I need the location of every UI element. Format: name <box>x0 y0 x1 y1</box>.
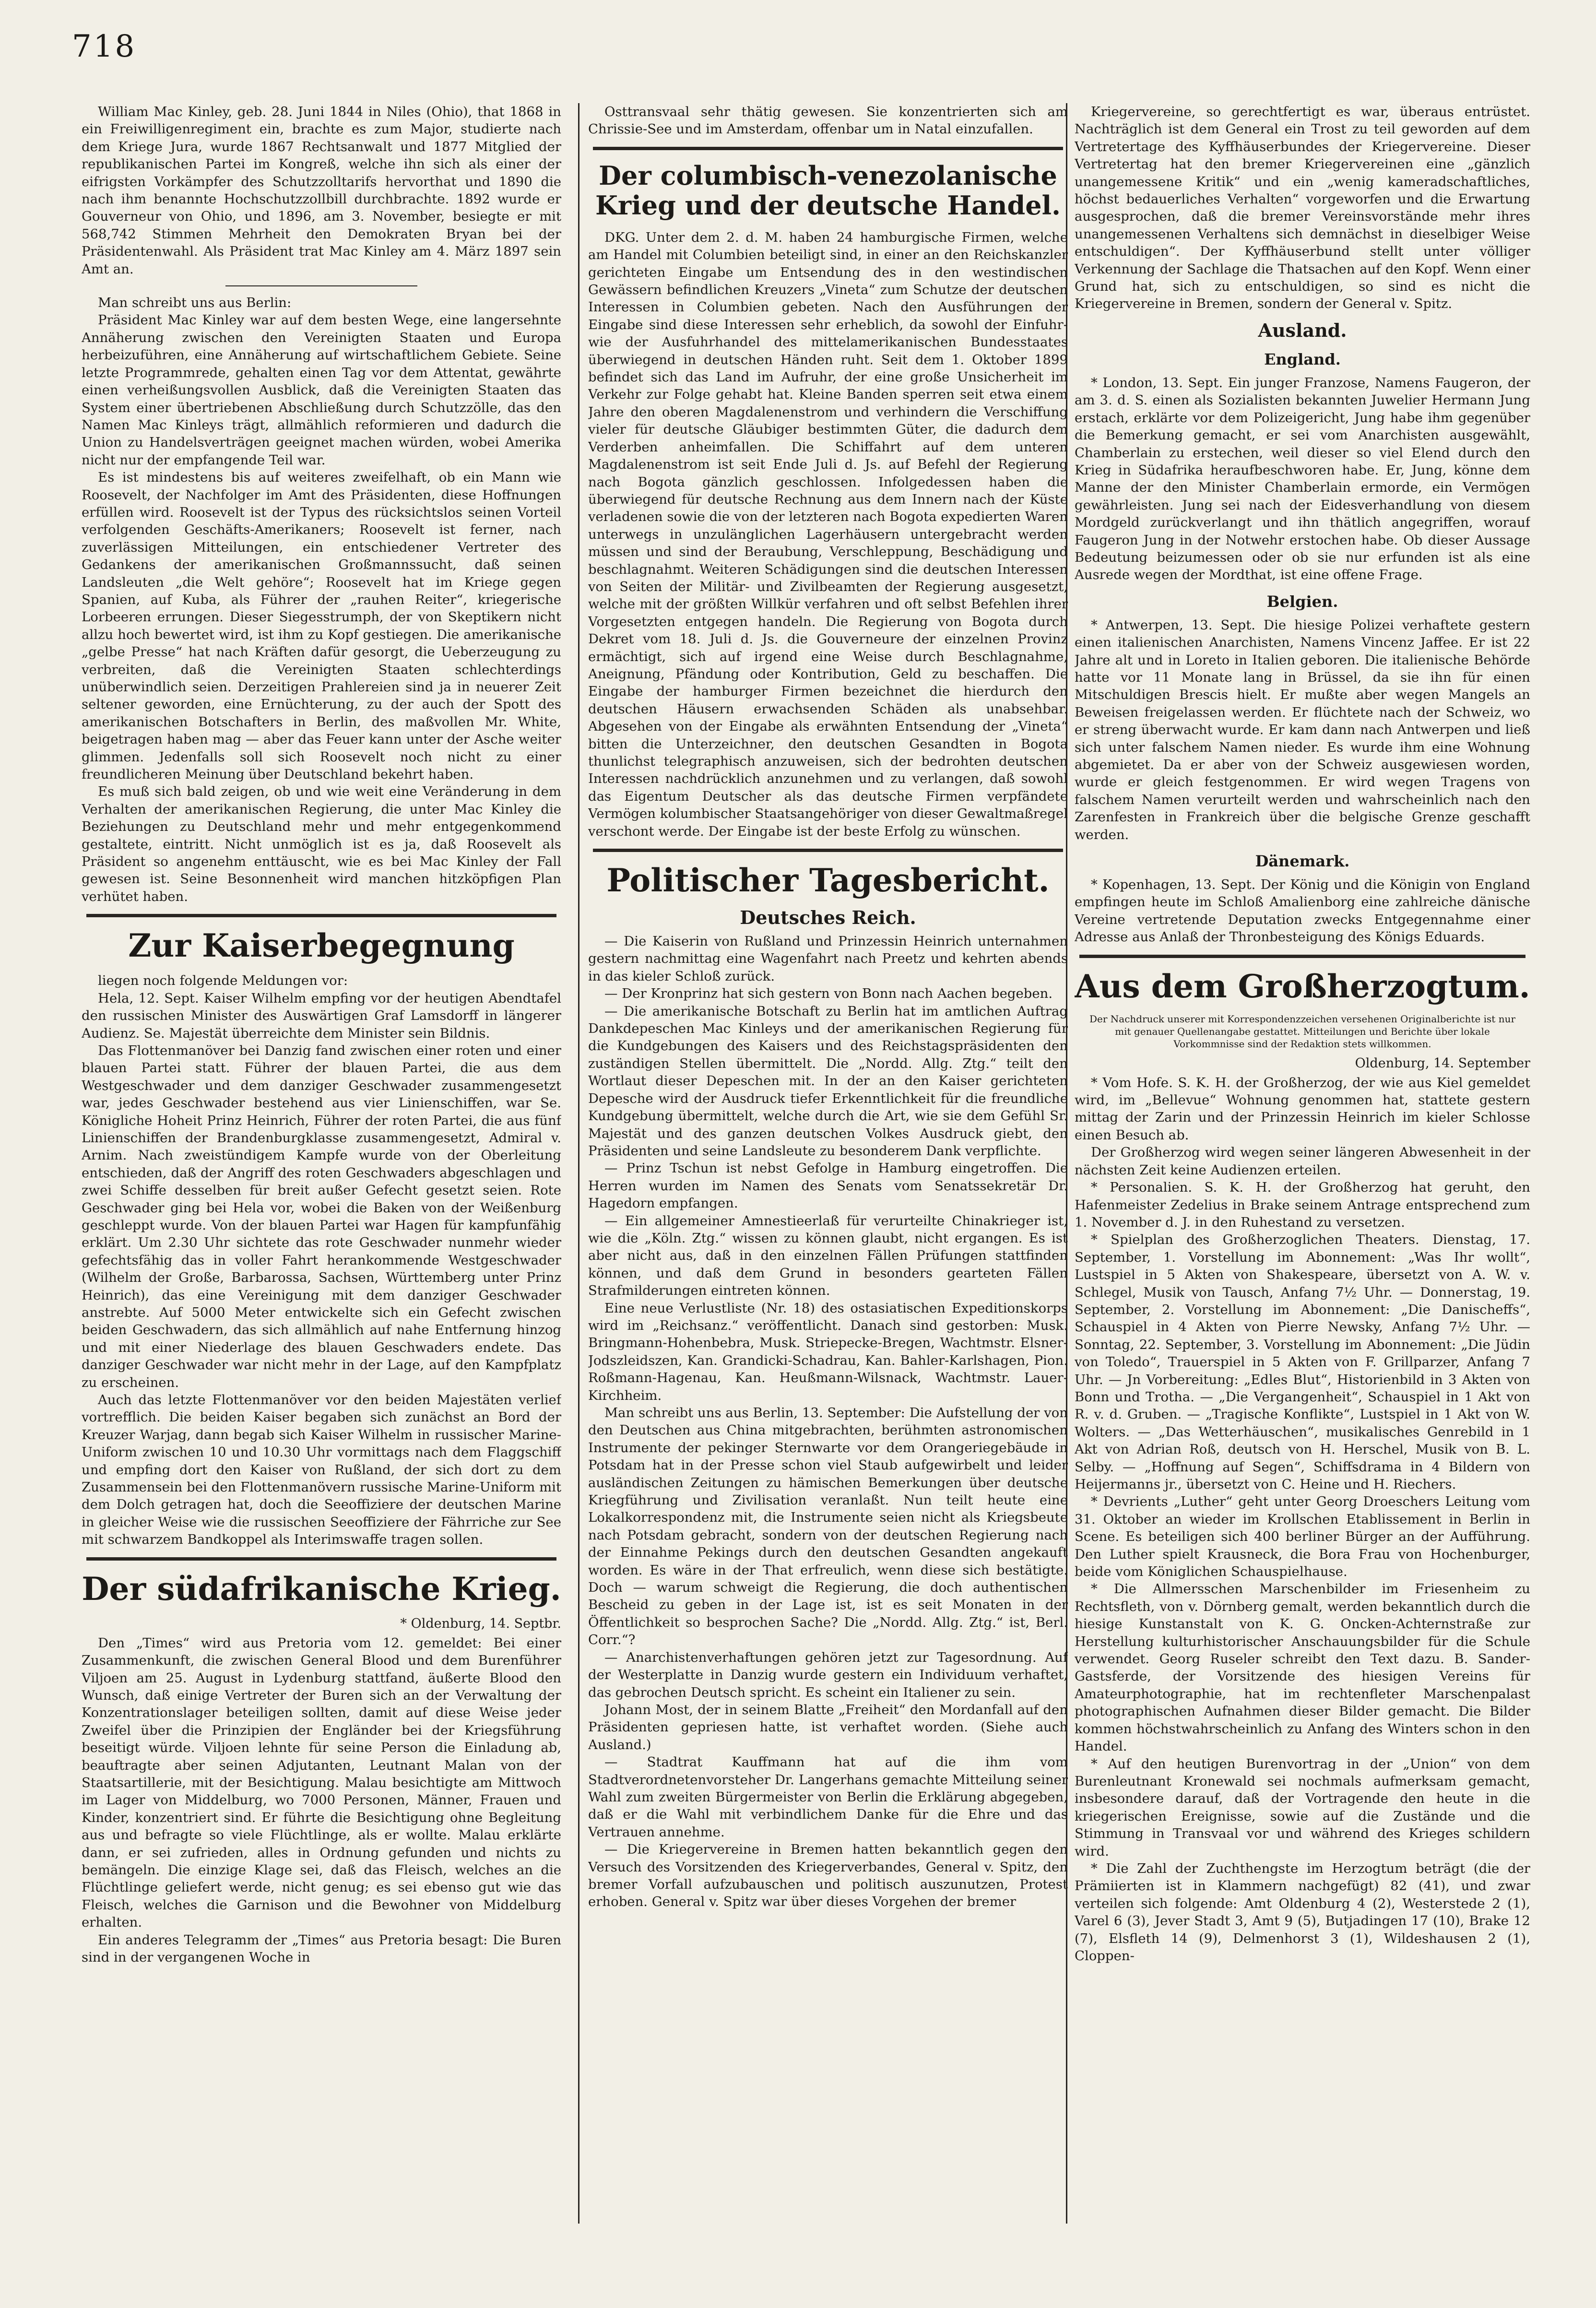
paragraph: — Der Kronprinz hat sich gestern von Bonn nach Aachen begeben. <box>604 986 1053 1002</box>
paragraph: * Die Allmersschen Marschenbilder im Friesenheim zu Rechtsfleth, von v. Dörnberg gemalt, werden bekanntlich durch die hiesige Kunstanstalt von K. G. Oncken-Achternstraße zur Herstellung kulturhistorischer Anschauungsbilder für die Schule verwendet. Georg Ruseler schreibt den Text dazu. B. Sander-Gastsferde, der Vorsitzende des hiesigen Vereins für Amateurphotographie, hat im rechtenfleter Marschenpalast photographischen Aufnahmen dieser Bilder gemacht. Die Bilder kommen höchstwahrscheinlich zu Anfang des Winters schon in den Handel. <box>1075 1581 1530 1754</box>
column-2 <box>588 103 1068 2224</box>
reprint-note: Der Nachdruck unserer mit Korrespondenzzeichen versehenen Originalberichte ist nur mit genauer Quellenangabe gestattet. Mitteilungen und Berichte über lokale Vorkommnisse sind der Redaktion stets willkommen. <box>1089 1013 1516 1050</box>
divider <box>593 849 1063 852</box>
divider <box>1079 955 1525 958</box>
paragraph: * Auf den heutigen Burenvortrag in der „Union“ von dem Burenleutnant Kronewald sei nochmals aufmerksam gemacht, insbesondere darauf, daß der Vortragende den heute in die kriegerischen Ereignisse, sowie auf die Zustände und die Stimmung in Transvaal vor und während des Krieges schildern wird. <box>1075 1756 1530 1859</box>
divider <box>225 285 417 286</box>
column-rule-1 <box>578 103 579 2224</box>
headline-kaiserbegegnung: Zur Kaiserbegegnung <box>128 927 515 965</box>
paragraph: Ein anderes Telegramm der „Times“ aus Pretoria besagt: Die Buren sind in der vergangenen Woche in <box>82 1932 561 1965</box>
headline-suedafrika: Der südafrikanische Krieg. <box>82 1570 561 1608</box>
headline-columbien: Der columbisch-venezolanische Krieg und der deutsche Handel. <box>595 160 1061 221</box>
paragraph: — Die Kriegervereine in Bremen hatten bekanntlich gegen den Versuch des Vorsitzenden des Kriegerverbandes, General v. Spitz, den bremer Vorfall aufzubauschen und politisch auszunutzen, Protest erhoben. General v. Spitz war über dieses Vorgehen der bremer <box>588 1842 1068 1910</box>
paragraph: * Vom Hofe. S. K. H. der Großherzog, der wie aus Kiel gemeldet wird, im „Bellevue“ Wohnung genommen hat, stattete gestern mittag der Zarin und der Prinzessin Heinrich im kieler Schlosse einen Besuch ab. <box>1075 1075 1530 1143</box>
paragraph: Präsident Mac Kinley war auf dem besten Wege, eine langersehnte Annäherung zwischen den Vereinigten Staaten und Europa herbeizuführen, eine Annäherung auf wirtschaftlichem Gebiete. Seine letzte Programmrede, gehalten einen Tag vor dem Attentat, gewährte einen verheißungsvollen Ausblick, daß die Vereinigten Staaten das System einer übertriebenen Abschließung durch Schutzzölle, das den Namen Mac Kinleys trägt, allmählich reformieren und dadurch die Union zu Handelsverträgen geeignet machen würden, wobei Amerika nicht nur der empfangende Teil war. <box>82 312 561 468</box>
paragraph: Das Flottenmanöver bei Danzig fand zwischen einer roten und einer blauen Partei statt. Führer der blauen Partei, die aus dem Westgeschwader und dem danziger Geschwader zusammengesetzt war, jedes Geschwader bestehend aus vier Linienschiffen, war Se. Königliche Hoheit Prinz Heinrich, Führer der roten Partei, die aus fünf Linienschiffen der Brandenburgklasse zusammengesetzt, Admiral v. Arnim. Nach zweistündigem Kampfe wurde von der Oberleitung entschieden, daß der Angriff des roten Geschwaders abgeschlagen und zwei Schiffe desselben für breit außer Gefecht gesetzt seien. Rote Geschwader ging bei Hela vor, wobei die Baken von der Weißenburg geschleppt wurde. Von der blauen Partei war Hagen für kampfunfähig erklärt. Um 2.30 Uhr sichtete das rote Geschwader nunmehr wieder gefechtsfähig das in voller Fahrt herankommende Westgeschwader (Wilhelm der Große, Barbarossa, Sachsen, Württemberg unter Prinz Heinrich), das eine Vereinigung mit dem danziger Geschwader anstrebte. Auf 5000 Meter entwickelte sich ein Gefecht zwischen beiden Geschwadern, das sich allmählich auf nahe Entfernung hinzog und mit einer Niederlage des blauen Geschwaders endete. Das danziger Geschwader war nicht mehr in der Lage, auf den Kampfplatz zu erscheinen. <box>82 1042 561 1390</box>
paragraph: Auch das letzte Flottenmanöver vor den beiden Majestäten verlief vortrefflich. Die beiden Kaiser begaben sich zunächst an Bord der Kreuzer Warjag, dann begab sich Kaiser Wilhelm in russischer Marine-Uniform zwischen 10 und 10.30 Uhr vormittags nach dem Flaggschiff und empfing dort den Kaiser von Rußland, der sich dort zu dem Zusammensein bei den Flottenmanövern russische Marine-Uniform mit dem Dolch getragen hat, doch die Seeoffiziere der deutschen Marine in gleicher Weise wie die russischen Seeoffiziere der Fährriche zur See mit schwarzem Bandkoppel als Interimswaffe tragen sollen. <box>82 1392 561 1548</box>
column-3 <box>1075 103 1530 2224</box>
dateline: Oldenburg, 14. September <box>1355 1055 1530 1071</box>
paragraph: Es ist mindestens bis auf weiteres zweifelhaft, ob ein Mann wie Roosevelt, der Nachfolger im Amt des Präsidenten, diese Hoffnungen erfüllen wird. Roosevelt ist der Typus des rücksichtslos seinen Vorteil verfolgenden Geschäfts-Amerikaners; Roosevelt ist ferner, nach zuverlässigen Mitteilungen, ein entschiedener Vertreter des Gedankens der amerikanischen Großmannssucht, daß seinen Landsleuten „die Welt gehöre“; Roosevelt hat im Kriege gegen Spanien, auf Kuba, als Führer der „rauhen Reiter“, kriegerische Lorbeeren errungen. Dieser Siegesstrumph, der von Skeptikern nicht allzu hoch bewertet wird, ist ihm zu Kopf gestiegen. Die amerikanische „gelbe Presse“ hat nach Kräften dafür gesorgt, die Ueberzeugung zu verbreiten, daß die Vereinigten Staaten schlechterdings unüberwindlich seien. Derzeitigen Prahlereien sind ja in neuerer Zeit seltener geworden, eine Ernüchterung, zu der auch der Spott des amerikanischen Botschafters in Berlin, des maßvollen Mr. White, beigetragen haben mag — aber das Feuer kann unter der Asche weiter glimmen. Jedenfalls soll sich Roosevelt noch nicht zu einer freundlicheren Meinung über Deutschland bekehrt haben. <box>82 470 561 782</box>
divider <box>86 914 556 917</box>
headline-grossherzogtum: Aus dem Großherzogtum. <box>1075 967 1530 1005</box>
page-number: 718 <box>72 29 137 64</box>
paragraph: — Die amerikanische Botschaft zu Berlin hat im amtlichen Auftrag Dankdepeschen Mac Kinleys und der amerikanischen Regierung für die Kundgebungen des Kaisers und des Reichstagspräsidenten den zuständigen Stellen übermittelt. Die „Nordd. Allg. Ztg.“ teilt den Wortlaut dieser Depeschen mit. In der an den Kaiser gerichteten Depesche wird der Ausdruck tiefer Erkenntlichkeit für die freundliche Kundgebung übermittelt, welche durch die Art, wie sie dem Gefühl Sr. Majestät und des ganzen deutschen Volkes Ausdruck giebt, den Präsidenten und seine Landsleute zu besonderem Dank verpflichte. <box>588 1003 1068 1159</box>
column-1 <box>82 103 561 2224</box>
paragraph: Man schreibt uns aus Berlin, 13. September: Die Aufstellung der von den Deutschen aus China mitgebrachten, berühmten astronomischen Instrumente der pekinger Sternwarte vor dem Orangeriegebäude in Potsdam hat in der Presse schon viel Staub aufgewirbelt und leider ausländischen Zeitungen zu hämischen Bemerkungen über deutsche Kriegführung und Zivilisation veranlaßt. Nun teilt heute eine Lokalkorrespondenz mit, die Instrumente seien nicht als Kriegsbeute nach Potsdam gebracht, sondern von der deutschen Regierung nach der Einnahme Pekings durch den deutschen Gesandten angekauft worden. Es wäre in der That erfreulich, wenn diese sich bestätigte. Doch — warum schweigt die Regierung, die doch authentischen Bescheid zu geben in der Lage ist, ist es seit Monaten in der Öffentlichkeit so besprochen Sache? Die „Nordd. Allg. Ztg.“ ist, Berl. Corr.“? <box>588 1405 1068 1648</box>
berlin-dateline: Man schreibt uns aus Berlin: <box>98 295 292 311</box>
paragraph: * Personalien. S. K. H. der Großherzog hat geruht, den Hafenmeister Zedelius in Brake seinem Antrage entsprechend zum 1. November d. J. in den Ruhestand zu versetzen. <box>1075 1180 1530 1230</box>
subhead-ausland: Ausland. <box>1258 319 1347 341</box>
paragraph: Kriegervereine, so gerechtfertigt es war, überaus entrüstet. Nachträglich ist dem General ein Trost zu teil geworden auf dem Vertretertage des Kyffhäuserbundes der Kriegervereine. Dieser Vertretertag hat den bremer Kriegervereinen eine „gänzlich unangemessene Kritik“ und ein „wenig kameradschaftliches, höchst bedauerliches Verhalten“ vorgeworfen und die Erwartung ausgesprochen, daß die bremer Vereinsvorstände mehr ihres unangemessenen Verhaltens sich demnächst in dieselbiger Weise entschuldigen“. Der Kyffhäuserbund stellt unter völliger Verkennung der Sachlage die Thatsachen auf den Kopf. Wenn einer Grund hat, sich zu entschuldigen, so sind es nicht die Kriegervereine in Bremen, sondern der General v. Spitz. <box>1075 104 1530 312</box>
subhead-daenemark: Dänemark. <box>1255 852 1350 871</box>
paragraph: DKG. Unter dem 2. d. M. haben 24 hamburgische Firmen, welche am Handel mit Columbien beteiligt sind, in einer an den Reichskanzler gerichteten Eingabe um Entsendung des in den westindischen Gewässern befindlichen Kreuzers „Vineta“ zum Schutze der deutschen Interessen in Columbien gebeten. Nach den Ausführungen der Eingabe sind diese Interessen sehr erheblich, da sowohl der Einfuhr- wie der Ausfuhrhandel des mittelamerikanischen Bundesstaates überwiegend in deutschen Händen ruht. Seit dem 1. Oktober 1899 befindet sich das Land im Aufruhr, der eine große Unsicherheit im Verkehr zur Folge gehabt hat. Kleine Banden sperren seit etwa einem Jahre den oberen Magdalenenstrom und verhindern die Verschiffung vieler für deutsche Gläubiger bestimmten Güter, die dadurch dem Verderben anheimfallen. Die Schiffahrt auf dem unteren Magdalenenstrom ist seit Ende Juli d. Js. auf Befehl der Regierung nach Bogota gänzlich geschlossen. Infolgedessen haben die überwiegend für deutsche Rechnung aus dem Innern nach der Küste verladenen sowie die von der letzteren nach Bogota expedierten Waren unterwegs in unzulänglichen Lagerhäusern untergebracht werden müssen und sind der Beraubung, Verschleppung, Beschädigung und beschlagnahmt. Weiteren Schädigungen sind die deutschen Interessen von Seiten der Militär- und Zivilbeamten der Regierung ausgesetzt, welche mit der größten Willkür verfahren und oft selbst Befehlen ihrer Vorgesetzten entgegen handeln. Die Regierung von Bogota durch Dekret vom 18. Juli d. Js. die Gouverneure der einzelnen Provinz ermächtigt, sich auf irgend eine Weise durch Beschlagnahme, Aneignung, Pfändung oder Kontribution, Geld zu beschaffen. Die Eingabe der hamburger Firmen bezeichnet die hierdurch den deutschen Häusern erwachsenden Schäden als unabsehbar. Abgesehen von der Eingabe als erwähnten Entsendung der „Vineta“ bitten die Unterzeichner, den deutschen Gesandten in Bogota thunlichst telegraphisch anzuweisen, sich der bedrohten deutschen Interessen nachdrücklich anzunehmen und zu verlangen, daß sowohl das Eigentum Deutscher als das deutsche Firmen verpfändete Vermögen kolumbischer Staatsangehöriger von dieser Gewaltmaßregel verschont werde. Der Eingabe ist der beste Erfolg zu wünschen. <box>588 229 1068 839</box>
paragraph: Hela, 12. Sept. Kaiser Wilhelm empfing vor der heutigen Abendtafel den russischen Minister des Auswärtigen Graf Lamsdorff in längerer Audienz. Se. Majestät überreichte dem Minister sein Bildnis. <box>82 990 561 1041</box>
subhead-belgien: Belgien. <box>1266 592 1338 611</box>
paragraph: * Devrients „Luther“ geht unter Georg Droeschers Leitung vom 31. Oktober an wieder im Krollschen Etablissement in Berlin in Scene. Es beteiligen sich 400 berliner Bürger an der Aufführung. Den Luther spielt Krausneck, die Bora Frau von Hochenburger, beide vom Königlichen Schauspielhause. <box>1075 1494 1530 1580</box>
paragraph: liegen noch folgende Meldungen vor: <box>98 973 348 989</box>
paragraph: — Prinz Tschun ist nebst Gefolge in Hamburg eingetroffen. Die Herren wurden im Namen des Senats vom Senatssekretär Dr. Hagedorn empfangen. <box>588 1160 1068 1211</box>
paragraph: * Die Zahl der Zuchthengste im Herzogtum beträgt (die der Prämiierten ist in Klammern nachgefügt) 82 (41), und zwar verteilen sich folgende: Amt Oldenburg 4 (2), Westerstede 2 (1), Varel 6 (3), Jever Stadt 3, Amt 9 (5), Butjadingen 17 (10), Brake 12 (7), Elsfleth 14 (9), Delmenhorst 3 (1), Wildeshausen 2 (1), Cloppen- <box>1075 1860 1530 1964</box>
paragraph: * Kopenhagen, 13. Sept. Der König und die Königin von England empfingen heute im Schloß Amalienborg eine zahlreiche dänische Vereine vertretende Deputation zwecks Entgegennahme einer Adresse aus Anlaß der Thronbesteigung des Königs Eduards. <box>1075 877 1530 945</box>
paragraph: Johann Most, der in seinem Blatte „Freiheit“ den Mordanfall auf den Präsidenten gepriesen hatte, ist verhaftet worden. (Siehe auch Ausland.) <box>588 1702 1068 1752</box>
headline-tagesbericht: Politischer Tagesbericht. <box>606 862 1050 900</box>
paragraph: — Stadtrat Kauffmann hat auf die ihm vom Stadtverordnetenvorsteher Dr. Langerhans gemachte Mitteilung seiner Wahl zum zweiten Bürgermeister von Berlin die Erklärung abgegeben, daß er die Wahl mit verbindlichem Danke für die Ehre und das Vertrauen annehme. <box>588 1754 1068 1840</box>
paragraph: * London, 13. Sept. Ein junger Franzose, Namens Faugeron, der am 3. d. S. einen als Sozialisten bekannten Juwelier Hermann Jung erstach, erklärte vor dem Polizeigericht, Jung habe ihm gegenüber die Bemerkung gemacht, er sei vom Anarchisten ausgewählt, Chamberlain zu erstechen, weil dieser so viel Elend durch den Krieg in Südafrika heraufbeschworen habe. Er, Jung, könne dem Manne der den Minister Chamberlain ermorde, ein Vermögen gewährleisten. Jung sei nach der Eidesverhandlung von diesem Mordgeld zurückverlangt und ihn thätlich angegriffen, worauf Faugeron Jung in der Notwehr erstochen habe. Ob dieser Aussage Bedeutung beizumessen oder ob sie nur erfunden ist als eine Ausrede wegen der Mordthat, ist eine offene Frage. <box>1075 375 1530 583</box>
dateline: * Oldenburg, 14. Septbr. <box>400 1616 561 1631</box>
paragraph: Der Großherzog wird wegen seiner längeren Abwesenheit in der nächsten Zeit keine Audienzen erteilen. <box>1075 1145 1530 1178</box>
paragraph: * Spielplan des Großherzoglichen Theaters. Dienstag, 17. September, 1. Vorstellung im Abonnement: „Was Ihr wollt“, Lustspiel in 5 Akten von Shakespeare, übersetzt von A. W. v. Schlegel, Musik von Tausch, Anfang 7½ Uhr. — Donnerstag, 19. September, 2. Vorstellung im Abonnement: „Die Danischeffs“, Schauspiel in 4 Akten von Pierre Newsky, Anfang 7½ Uhr. — Sonntag, 22. September, 3. Vorstellung im Abonnement: „Die Jüdin von Toledo“, Trauerspiel in 5 Akten von F. Grillparzer, Anfang 7 Uhr. — Jn Vorbereitung: „Edles Blut“, Historienbild in 3 Akten von Bonn und Trotha. — „Die Vergangenheit“, Schauspiel in 1 Akt von R. v. d. Gruben. — „Tragische Konflikte“, Lustspiel in 1 Akt von W. Wolters. — „Das Wetterhäuschen“, musikalisches Genrebild in 1 Akt von Adrian Roß, deutsch von H. Herschel, Musik von B. L. Selby. — „Hoffnung auf Segen“, Schiffsdrama in 4 Bildern von Heijermanns jr., übersetzt von C. Heine und H. Riechers. <box>1075 1232 1530 1492</box>
paragraph: Den „Times“ wird aus Pretoria vom 12. gemeldet: Bei einer Zusammenkunft, die zwischen General Blood und dem Burenführer Viljoen am 25. August in Lydenburg stattfand, äußerte Blood den Wunsch, daß einige Vertreter der Buren sich an der Verwaltung der Konzentrationslager beteiligen sollten, damit auf diese Weise jeder Zweifel über die Prinzipien der Engländer bei der Kriegsführung beseitigt würde. Viljoen lehnte für seine Person die Einladung ab, beauftragte aber seinen Adjutanten, Leutnant Malan von der Staatsartillerie, mit der Besichtigung. Malau besichtigte am Mittwoch im Lager von Middelburg, wo 7000 Personen, Männer, Frauen und Kinder, konzentriert sind. Er führte die Besichtigung ohne Begleitung aus und befragte so viele Flüchtlinge, als er wollte. Malau erklärte dann, er sei zufrieden, alles in Ordnung gefunden und nichts zu bemängeln. Die einzige Klage sei, daß das Fleisch, welches an die Flüchtlinge geliefert werde, nicht genug; es sei ebenso gut wie das Fleisch, welches die Garnison und die Bewohner von Middelburg erhalten. <box>82 1635 561 1930</box>
mackinley-bio: William Mac Kinley, geb. 28. Juni 1844 in Niles (Ohio), that 1868 in ein Freiwilligenregiment ein, brachte es zum Major, studierte nach dem Kriege Jura, wurde 1867 Rechtsanwalt und 1877 Mitglied der republikanischen Partei im Kongreß, welche ihn sich als einer der eifrigsten Vorkämpfer des Schutzzolltarifs hervorthat und 1890 die nach ihm benannte Hochschutzzollbill durchbrachte. 1892 wurde er Gouverneur von Ohio, und 1896, am 3. November, besiegte er mit 568,742 Stimmen Mehrheit den Demokraten Bryan bei der Präsidentenwahl. Als Präsident trat Mac Kinley am 4. März 1897 sein Amt an. <box>82 104 561 277</box>
subhead-deutsches-reich: Deutsches Reich. <box>740 907 916 929</box>
paragraph: — Die Kaiserin von Rußland und Prinzessin Heinrich unternahmen gestern nachmittag eine Wagenfahrt nach Preetz und kehrten abends in das kieler Schloß zurück. <box>588 934 1068 984</box>
divider <box>86 1557 556 1561</box>
paragraph: — Ein allgemeiner Amnestieerlaß für verurteilte Chinakrieger ist, wie die „Köln. Ztg.“ wissen zu können glaubt, nicht ergangen. Es ist aber nicht aus, daß in den einzelnen Fällen Prüfungen stattfinden können, und daß dem Grund in besonders gearteten Fällen Strafmilderungen eintreten können. <box>588 1213 1068 1299</box>
paragraph: Osttransvaal sehr thätig gewesen. Sie konzentrierten sich am Chrissie-See und im Amsterdam, offenbar um in Natal einzufallen. <box>588 104 1068 137</box>
divider <box>593 147 1063 150</box>
paragraph: Es muß sich bald zeigen, ob und wie weit eine Veränderung in dem Verhalten der amerikanischen Regierung, die unter Mac Kinley die Beziehungen zu Deutschland mehr und mehr entgegenkommend gestaltete, eintritt. Nicht unmöglich ist es ja, daß Roosevelt als Präsident so angenehm enttäuscht, wie es bei Mac Kinley der Fall gewesen ist. Seine Besonnenheit wird manchen hitzköpfigen Plan verhütet haben. <box>82 784 561 904</box>
paragraph: — Anarchistenverhaftungen gehören jetzt zur Tagesordnung. Auf der Westerplatte in Danzig wurde gestern ein Individuum verhaftet, das gebrochen Deutsch spricht. Es scheint ein Italiener zu sein. <box>588 1649 1068 1700</box>
paragraph: Eine neue Verlustliste (Nr. 18) des ostasiatischen Expeditionskorps wird im „Reichsanz.“ veröffentlicht. Danach sind gestorben: Musk. Bringmann-Hohenbebra, Musk. Striepecke-Bregen, Wachtmstr. Elsner-Jodszleidszen, Kan. Grandicki-Schadrau, Kan. Bahler-Karlshagen, Pion. Roßmann-Hagenau, Kan. Heußmann-Wilsnack, Wachtmstr. Lauer-Kirchheim. <box>588 1300 1068 1403</box>
paragraph: * Antwerpen, 13. Sept. Die hiesige Polizei verhaftete gestern einen italienischen Anarchisten, Namens Vincenz Jaffee. Er ist 22 Jahre alt und in Loreto in Italien geboren. Die italienische Behörde hatte vor 11 Monate lang in Brüssel, da sie ihn für einen Mitschuldigen Brescis hielt. Er mußte aber wegen Mangels an Beweisen freigelassen werden. Er flüchtete nach der Schweiz, wo er streng überwacht wurde. Er kam dann nach Antwerpen und ließ sich unter falschem Namen nieder. Es wurde ihm eine Wohnung abgemietet. Da er aber von der Schweiz ausgewiesen worden, wurde er gleich festgenommen. Er wird wegen Tragens von falschem Namen verurteilt werden und wahrscheinlich nach den Zarenfesten in Frankreich über die belgische Grenze geschafft werden. <box>1075 617 1530 842</box>
subhead-england: England. <box>1264 350 1341 368</box>
